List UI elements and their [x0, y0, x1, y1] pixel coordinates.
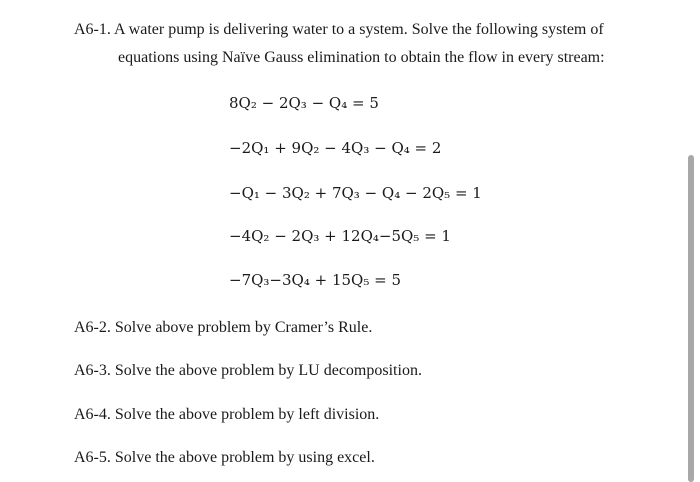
- problem-a6-3: A6-3. Solve the above problem by LU decomposition.: [74, 362, 422, 379]
- problem-a6-4: A6-4. Solve the above problem by left division.: [74, 406, 380, 423]
- equation-5: −7Q₃−3Q₄ + 15Q₅ = 5: [229, 271, 401, 289]
- equation-3: −Q₁ − 3Q₂ + 7Q₃ − Q₄ − 2Q₅ = 1: [229, 184, 482, 202]
- equation-1: 8Q₂ − 2Q₃ − Q₄ = 5: [229, 94, 379, 112]
- equation-2: −2Q₁ + 9Q₂ − 4Q₃ − Q₄ = 2: [229, 139, 442, 157]
- problem-a6-1-line1: A6-1. A water pump is delivering water to a system. Solve the following system of: [74, 21, 604, 38]
- vertical-scrollbar[interactable]: [688, 155, 694, 482]
- problem-a6-5: A6-5. Solve the above problem by using excel.: [74, 449, 375, 466]
- problem-a6-2: A6-2. Solve above problem by Cramer’s Rule.: [74, 319, 373, 336]
- equation-4: −4Q₂ − 2Q₃ + 12Q₄−5Q₅ = 1: [229, 227, 451, 245]
- problem-a6-1-line2: equations using Naïve Gauss elimination to obtain the flow in every stream:: [118, 49, 605, 66]
